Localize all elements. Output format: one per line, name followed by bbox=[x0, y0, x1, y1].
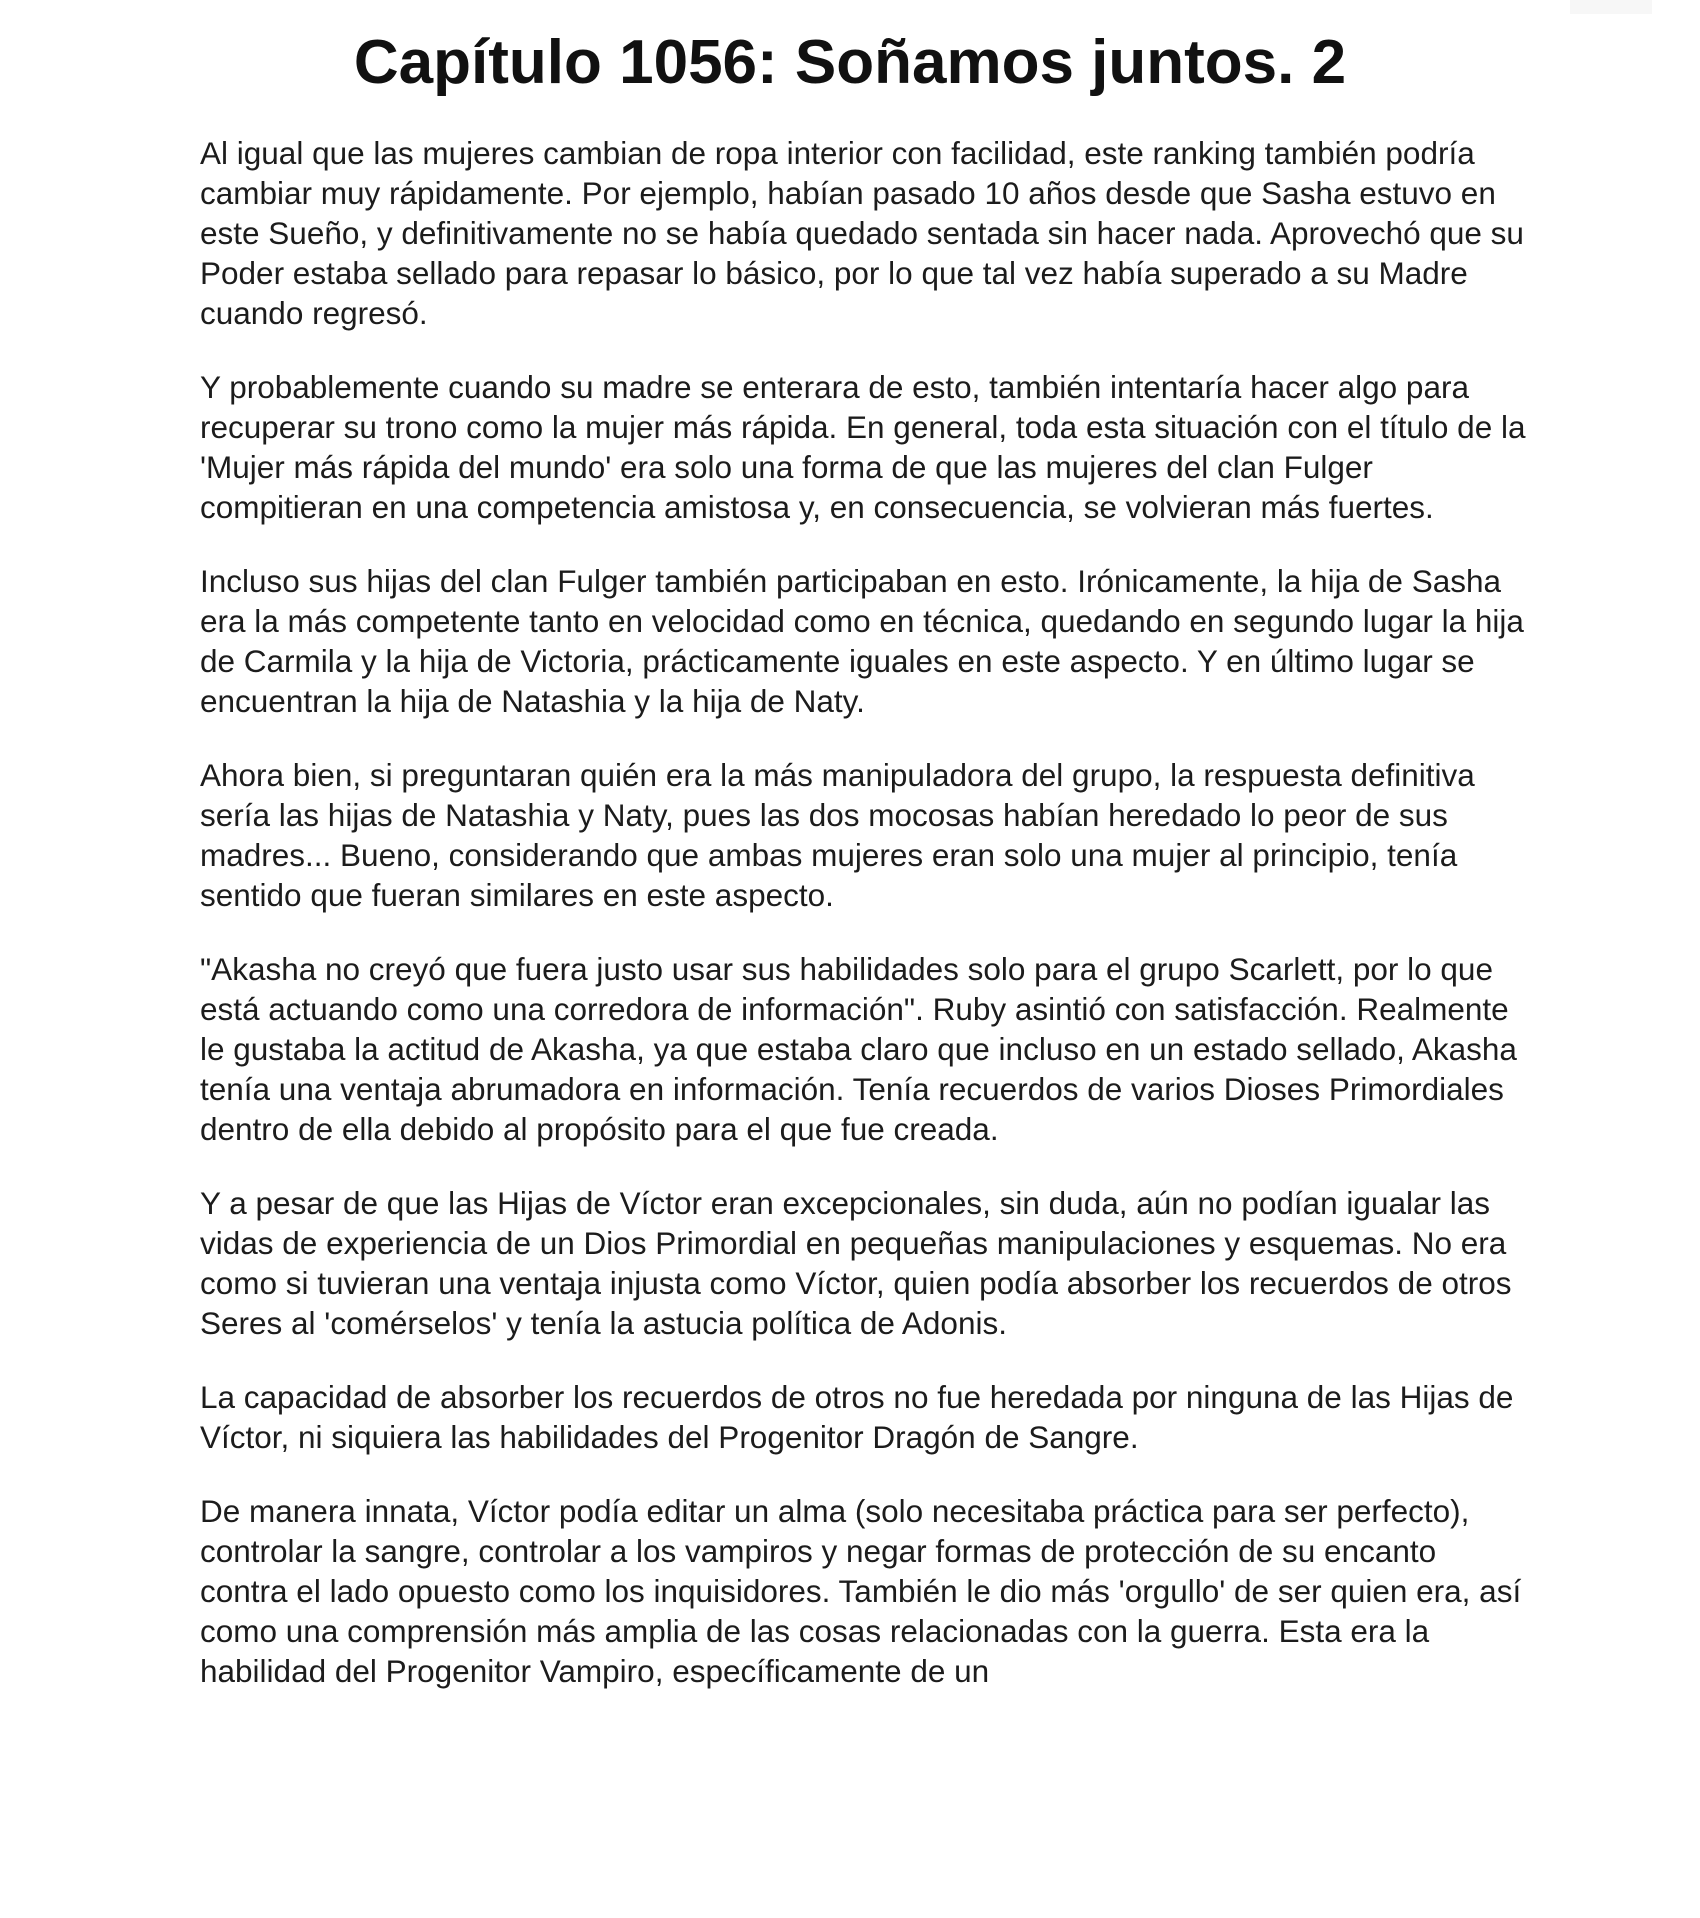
paragraph: Ahora bien, si preguntaran quién era la más manipuladora del grupo, la respuesta definitiva sería las hijas de Natashia y Naty, pues las dos mocosas habían heredado lo peor de sus madres... Bueno, considerando que ambas mujeres eran solo una mujer al principio, tenía sentido que fueran similares en este aspecto. bbox=[200, 757, 1475, 913]
paragraph: Y probablemente cuando su madre se enterara de esto, también intentaría hacer algo para recuperar su trono como la mujer más rápida. En general, toda esta situación con el título de la 'Mujer más rápida del mundo' era solo una forma de que las mujeres del clan Fulger compitieran en una competencia amistosa y, en consecuencia, se volvieran más fuertes. bbox=[200, 369, 1526, 525]
chapter-body bbox=[200, 133, 1530, 1725]
paragraph: "Akasha no creyó que fuera justo usar sus habilidades solo para el grupo Scarlett, por lo que está actuando como una corredora de información". Ruby asintió con satisfacción. Realmente le gustaba la actitud de Akasha, ya que estaba claro que incluso en un estado sellado, Akasha tenía una ventaja abrumadora en información. Tenía recuerdos de varios Dioses Primordiales dentro de ella debido al propósito para el que fue creada. bbox=[200, 951, 1517, 1147]
paragraph: Al igual que las mujeres cambian de ropa interior con facilidad, este ranking también podría cambiar muy rápidamente. Por ejemplo, habían pasado 10 años desde que Sasha estuvo en este Sueño, y definitivamente no se había quedado sentada sin hacer nada. Aprovechó que su Poder estaba sellado para repasar lo básico, por lo que tal vez había superado a su Madre cuando regresó. bbox=[200, 135, 1524, 331]
chapter-title: Capítulo 1056: Soñamos juntos. 2 bbox=[353, 28, 1347, 97]
corner-mark bbox=[1570, 0, 1652, 14]
paragraph: De manera innata, Víctor podía editar un alma (solo necesitaba práctica para ser perfecto), controlar la sangre, controlar a los vampiros y negar formas de protección de su encanto contra el lado opuesto como los inquisidores. También le dio más 'orgullo' de ser quien era, así como una comprensión más amplia de las cosas relacionadas con la guerra. Esta era la habilidad del Progenitor Vampiro, específicamente de un bbox=[200, 1493, 1522, 1689]
paragraph: Incluso sus hijas del clan Fulger también participaban en esto. Irónicamente, la hija de Sasha era la más competente tanto en velocidad como en técnica, quedando en segundo lugar la hija de Carmila y la hija de Victoria, prácticamente iguales en este aspecto. Y en último lugar se encuentran la hija de Natashia y la hija de Naty. bbox=[200, 563, 1524, 719]
paragraph: La capacidad de absorber los recuerdos de otros no fue heredada por ninguna de las Hijas de Víctor, ni siquiera las habilidades del Progenitor Dragón de Sangre. bbox=[200, 1379, 1514, 1455]
paragraph: Y a pesar de que las Hijas de Víctor eran excepcionales, sin duda, aún no podían igualar las vidas de experiencia de un Dios Primordial en pequeñas manipulaciones y esquemas. No era como si tuvieran una ventaja injusta como Víctor, quien podía absorber los recuerdos de otros Seres al 'comérselos' y tenía la astucia política de Adonis. bbox=[200, 1185, 1512, 1341]
